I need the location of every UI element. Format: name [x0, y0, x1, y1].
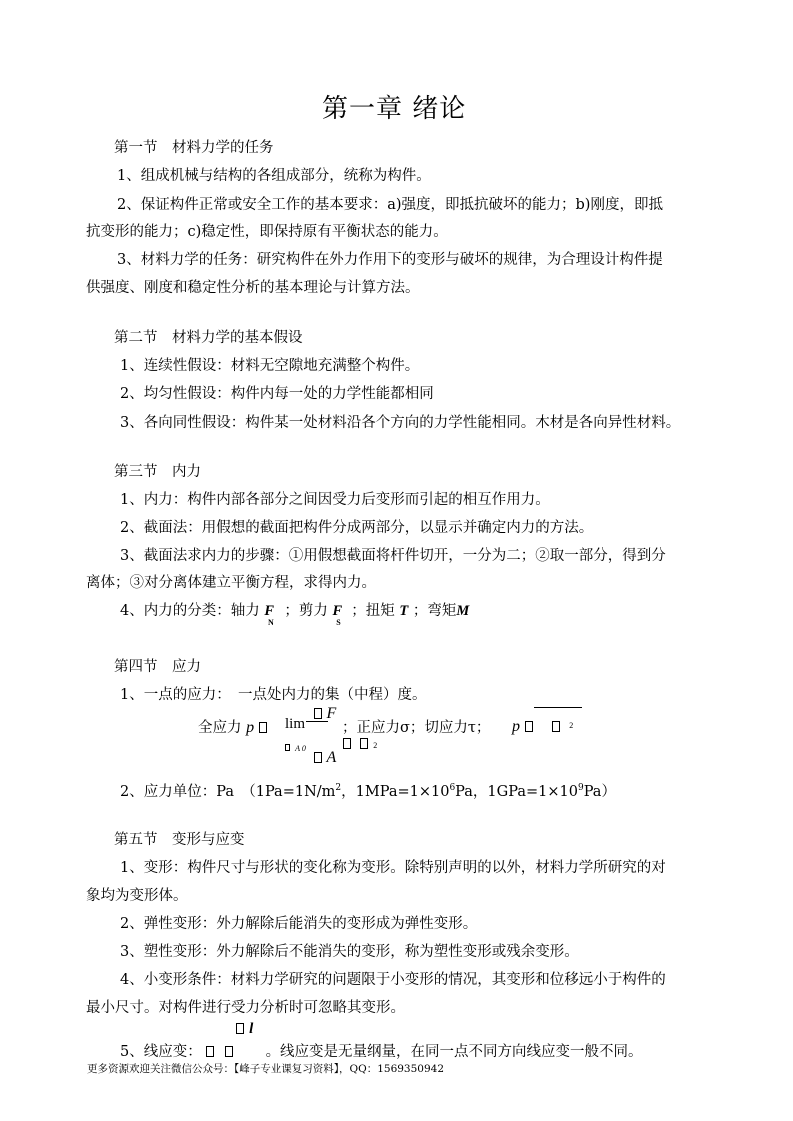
missing-glyph-icon — [360, 738, 368, 749]
paragraph: 1、一点的应力： 一点处内力的集（中程）度。 — [120, 687, 427, 703]
missing-glyph-icon — [285, 744, 290, 751]
paragraph: 3、塑性变形：外力解除后不能消失的变形，称为塑性变形或残余变形。 — [120, 944, 579, 960]
symbol-F: F — [326, 705, 337, 722]
sqrt-bar — [534, 707, 582, 708]
paragraph: 2、保证构件正常或安全工作的基本要求：a)强度，即抵抗破坏的能力；b)刚度，即抵 — [117, 197, 663, 213]
fraction-denominator — [314, 749, 336, 767]
footer-note: 更多资源欢迎关注微信公众号：【峰子专业课复习资料】，QQ：1569350942 — [87, 1063, 445, 1075]
section-heading-3: 第三节 内力 — [114, 464, 201, 480]
text: 。线应变是无量纲量，在同一点不同方向线应变一般不同。 — [265, 1044, 643, 1060]
fraction-numerator — [314, 705, 336, 723]
text: ，1MPa=1×10 — [341, 784, 450, 800]
section-heading-2: 第二节 材料力学的基本假设 — [114, 330, 303, 346]
superscript: 9 — [577, 783, 584, 794]
text: Pa） — [583, 784, 616, 800]
shear-subscript: S — [336, 618, 341, 627]
paragraph: 1、连续性假设：材料无空隙地充满整个构件。 — [120, 358, 420, 374]
paragraph: 供强度、刚度和稳定性分析的基本理论与计算方法。 — [86, 280, 420, 296]
stress-types: ；正应力σ；切应力τ； — [342, 720, 491, 736]
superscript: 2 — [335, 783, 342, 794]
resultant-formula — [512, 716, 573, 736]
paragraph: 象均为变形体。 — [86, 888, 188, 904]
strain-numerator — [236, 1018, 253, 1038]
text: ；扭矩 — [351, 603, 395, 619]
exponent: 2 — [373, 741, 378, 750]
strain-line — [120, 1040, 643, 1061]
shear-force-symbol: F — [332, 603, 343, 619]
paragraph: 3、各向同性假设：构件某一处材料沿各个方向的力学性能相同。木材是各向异性材料。 — [120, 415, 681, 431]
missing-glyph-icon — [525, 721, 533, 732]
missing-glyph-icon — [314, 708, 322, 719]
text: ；剪力 — [284, 603, 328, 619]
paragraph: 抗变形的能力；c)稳定性，即保持原有平衡状态的能力。 — [86, 224, 448, 240]
axial-subscript: N — [268, 618, 274, 627]
paragraph: 3、材料力学的任务：研究构件在外力作用下的变形与破坏的规律，为合理设计构件提 — [117, 252, 663, 268]
symbol-p: p — [512, 718, 520, 735]
paragraph: 最小尺寸。对构件进行受力分析时可忽略其变形。 — [86, 1000, 405, 1016]
stress-formula — [198, 716, 267, 737]
text: Pa，1GPa=1×10 — [455, 784, 578, 800]
missing-glyph-icon — [236, 1023, 244, 1034]
moment-symbol: M — [456, 603, 470, 619]
paragraph: 2、均匀性假设：构件内每一处的力学性能都相同 — [120, 386, 434, 402]
superscript: 6 — [449, 783, 456, 794]
missing-glyph-icon — [314, 752, 322, 763]
symbol-A: A — [326, 749, 337, 766]
lim-subscript — [285, 736, 306, 755]
missing-glyph-icon — [206, 1046, 214, 1057]
symbol-l: l — [249, 1021, 254, 1037]
paragraph: 1、组成机械与结构的各组成部分，统称为构件。 — [117, 168, 431, 184]
text: 2、应力单位：Pa （1Pa=1N/m — [120, 784, 336, 800]
paragraph: 离体；③对分离体建立平衡方程，求得内力。 — [86, 575, 376, 591]
missing-glyph-icon — [552, 721, 560, 732]
stress-units — [120, 780, 616, 801]
paragraph: 1、内力：构件内部各部分之间因受力后变形而引起的相互作用力。 — [120, 492, 550, 508]
text: 5、线应变： — [120, 1044, 202, 1060]
section-heading-1: 第一节 材料力学的任务 — [114, 140, 274, 156]
formula-label: 全应力 — [198, 720, 242, 736]
paragraph: 3、截面法求内力的步骤：①用假想截面将杆件切开，一分为二；②取一部分，得到分 — [120, 548, 666, 564]
section-heading-4: 第四节 应力 — [114, 659, 201, 675]
exponent: 2 — [569, 721, 574, 730]
missing-glyph-icon — [343, 738, 351, 749]
lim-operator: lim — [285, 716, 306, 732]
page-title: 第一章 绪论 — [322, 94, 467, 124]
section-heading-5: 第五节 变形与应变 — [114, 832, 245, 848]
missing-glyph-icon — [259, 722, 267, 733]
paragraph: 4、小变形条件：材料力学研究的问题限于小变形的情况，其变形和位移远小于构件的 — [120, 972, 666, 988]
classification-prefix: 4、内力的分类：轴力 — [120, 603, 260, 619]
symbol-p: p — [246, 719, 255, 736]
lim-sub-text: A 0 — [295, 744, 306, 753]
paragraph: 1、变形：构件尺寸与形状的变化称为变形。除特别声明的以外，材料力学所研究的对 — [120, 860, 666, 876]
axial-force-symbol: F — [264, 603, 275, 619]
paragraph: 2、弹性变形：外力解除后能消失的变形成为弹性变形。 — [120, 916, 478, 932]
text: ；弯矩 — [412, 603, 457, 619]
paragraph: 2、截面法：用假想的截面把构件分成两部分，以显示并确定内力的方法。 — [120, 520, 594, 536]
torque-symbol: T — [399, 603, 409, 619]
missing-glyph-icon — [225, 1046, 233, 1057]
internal-force-classification — [120, 599, 470, 627]
